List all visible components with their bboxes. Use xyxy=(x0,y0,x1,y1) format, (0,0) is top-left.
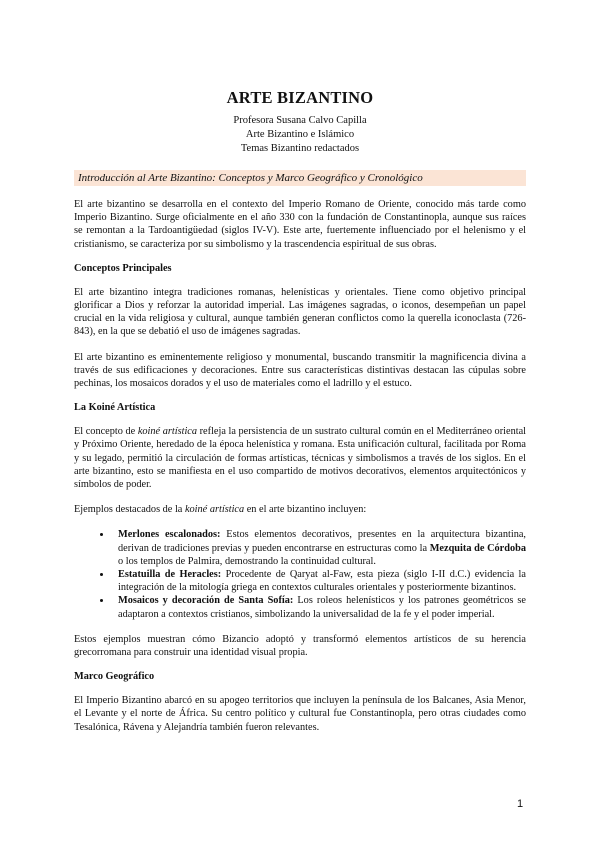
page-content xyxy=(74,88,526,746)
section-banner: Introducción al Arte Bizantino: Conceptos y Marco Geográfico y Cronológico xyxy=(74,170,526,186)
list-item-label: Mosaicos y decoración de Santa Sofía: xyxy=(118,595,294,607)
koine-p1-b: refleja la persistencia de un sustrato cultural común en el Mediterráneo oriental y Próximo Oriente, heredado de la época helenística y romana. Esta unificación cultural, facilitada por Roma y su legado, permitió la circulación de formas artísticas, técnicas y simbolismos a través de los siglos. En el arte bizantino, esto se manifiesta en el uso compartido de motivos decorativos, elementos arquitectónicos y símbolos de poder. xyxy=(74,426,527,491)
marco-paragraph-1: El Imperio Bizantino abarcó en su apogeo territorios que incluyen la península de los Balcanes, Asia Menor, el Levante y el norte de África. Su centro político y cultural fue Constantinopla, pero otras ciudades como Tesalónica, Rávena y Alejandría también fueron relevantes. xyxy=(74,695,526,733)
list-item-label: Merlones escalonados: xyxy=(118,529,221,541)
title-block xyxy=(74,114,526,156)
intro-paragraph: El arte bizantino se desarrolla en el contexto del Imperio Romano de Oriente, conocido más tarde como Imperio Bizantino. Surge oficialmente en el año 330 con la fundación de Constantinopla, aunque sus raíces se remontan a la Tardoantigüedad (siglos IV-V). Este arte, fuertemente influenciado por el helenismo y el cristianismo, se caracteriza por su simbolismo y la trascendencia espiritual de sus obras. xyxy=(74,199,526,250)
list-item-text: Los roleos helenísticos y los patrones geométricos se adaptaron a contextos cristianos, simbolizando la universalidad de la fe y el poder imperial. xyxy=(118,595,526,620)
document-title: ARTE BIZANTINO xyxy=(226,88,374,107)
koine-p2-b: en el arte bizantino incluyen: xyxy=(244,504,367,516)
conceptos-paragraph-2: El arte bizantino es eminentemente religioso y monumental, buscando transmitir la magnificencia divina a través de sus edificaciones y decoraciones. Entre sus características distintivas destacan las cúpulas sobre pechinas, los mosaicos dorados y el uso de materiales como el ladrillo y el estuco. xyxy=(74,351,526,390)
heading-conceptos: Conceptos Principales xyxy=(74,262,172,274)
heading-marco: Marco Geográfico xyxy=(74,671,155,683)
koine-paragraph-1 xyxy=(74,425,526,491)
list-item xyxy=(112,594,526,620)
examples-list xyxy=(74,528,526,620)
koine-p1-a: El concepto de xyxy=(74,426,138,438)
list-item-bold: Mezquita de Córdoba xyxy=(429,542,526,554)
list-item-label: Estatuilla de Heracles: xyxy=(118,569,222,581)
koine-term-2: koiné artística xyxy=(184,504,245,516)
list-item-text: Procedente de Qaryat al-Faw, esta pieza (siglo I-II d.C.) evidencia la integración de la mitología griega en contextos culturales orientales y posteriormente bizantinos. xyxy=(118,569,526,594)
course-line: Arte Bizantino e Islámico xyxy=(245,129,355,140)
page-number: 1 xyxy=(517,798,524,810)
list-item xyxy=(112,528,526,568)
koine-paragraph-2 xyxy=(74,503,526,516)
heading-koine: La Koiné Artística xyxy=(74,402,156,414)
list-item xyxy=(112,568,526,594)
koine-p2-a: Ejemplos destacados de la xyxy=(74,504,185,516)
list-item-text: Estos elementos decorativos, presentes en la arquitectura bizantina, derivan de tradiciones previas y pueden encontrarse en estructuras como la xyxy=(118,529,526,554)
koine-term: koiné artística xyxy=(137,426,198,438)
koine-paragraph-3: Estos ejemplos muestran cómo Bizancio adoptó y transformó elementos artísticos de su herencia grecorromana para construir una identidad visual propia. xyxy=(74,633,526,659)
conceptos-paragraph-1: El arte bizantino integra tradiciones romanas, helenísticas y orientales. Tiene como objetivo principal glorificar a Dios y reforzar la autoridad imperial. Las imágenes sagradas, o iconos, desempeñan un papel crucial en la vida religiosa y cultural, aunque también generan conflictos como la querella iconoclasta (726-843), en la que se debatió el uso de imágenes sagradas. xyxy=(74,286,526,338)
author-line: Profesora Susana Calvo Capilla xyxy=(233,115,367,126)
list-item-text-b: o los templos de Palmira, demostrando la continuidad cultural. xyxy=(118,555,376,567)
subtitle-line: Temas Bizantino redactados xyxy=(240,143,360,154)
